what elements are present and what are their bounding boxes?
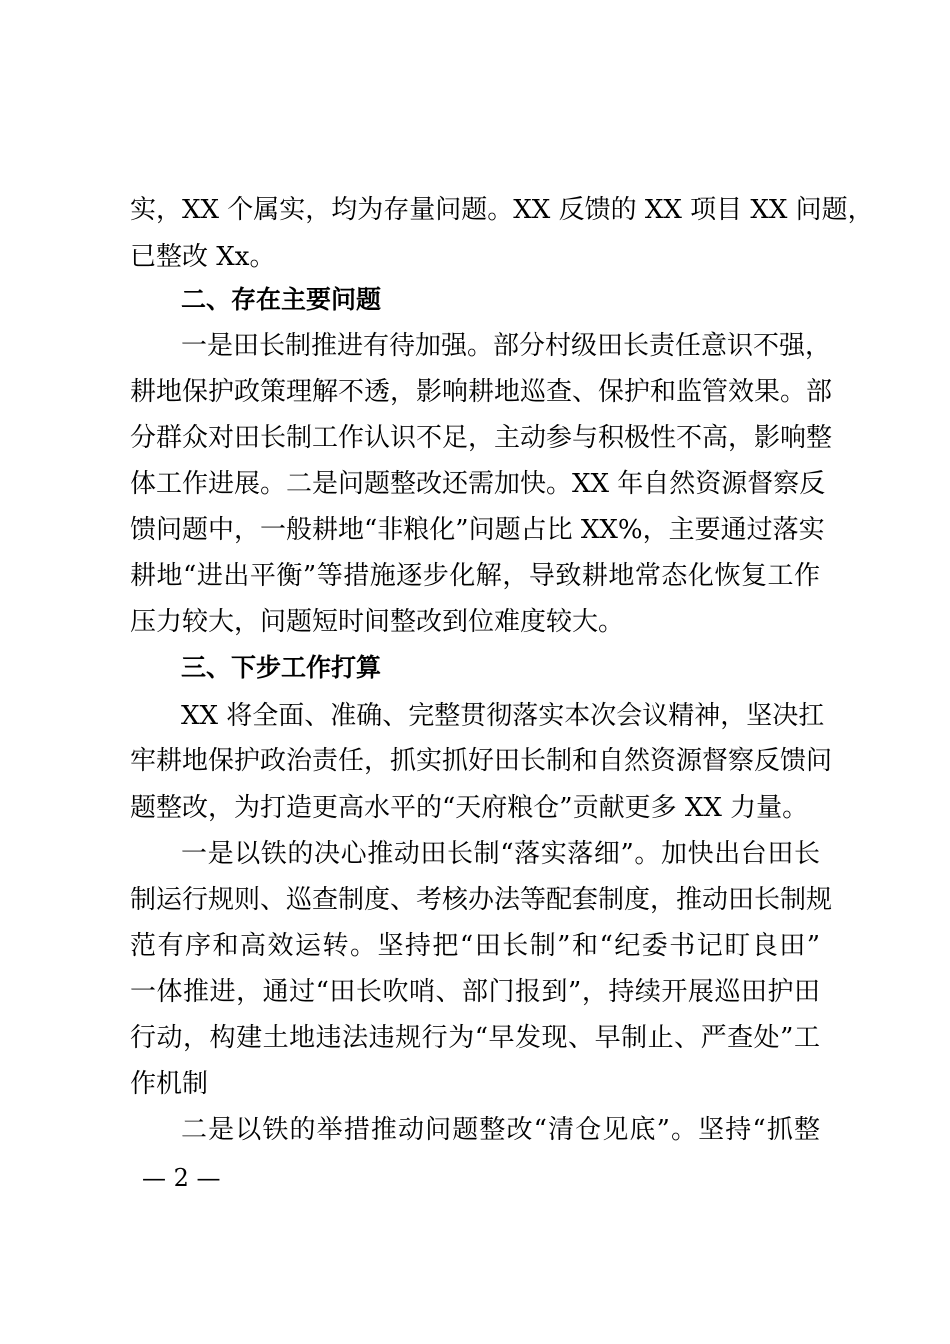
body-text-line: 制运行规则、巡查制度、考核办法等配套制度，推动田长制规: [130, 885, 833, 915]
body-text-line: 作机制: [130, 1069, 209, 1099]
body-text-line: 一是以铁的决心推动田长制“落实落细”。加快出台田长: [181, 839, 820, 869]
section-heading-next-steps: 三、下步工作打算: [181, 653, 382, 682]
body-text-line: 耕地保护政策理解不透，影响耕地巡查、保护和监管效果。部: [130, 377, 833, 407]
body-text-line: 压力较大，问题短时间整改到位难度较大。: [130, 607, 625, 637]
section-heading-problems: 二、存在主要问题: [181, 285, 382, 314]
page-number: — 2 —: [142, 1164, 221, 1192]
body-text-line: XX 将全面、准确、完整贯彻落实本次会议精神，坚决扛: [181, 701, 825, 731]
body-text-line: 牢耕地保护政治责任，抓实抓好田长制和自然资源督察反馈问: [130, 746, 833, 776]
body-text-line: 分群众对田长制工作认识不足，主动参与积极性不高，影响整: [130, 423, 833, 453]
body-text-line: 体工作进展。二是问题整改还需加快。XX 年自然资源督察反: [130, 469, 826, 499]
body-text-line: 耕地“进出平衡”等措施逐步化解，导致耕地常态化恢复工作: [130, 561, 820, 591]
body-text-line: 一体推进，通过“田长吹哨、部门报到”，持续开展巡田护田: [130, 977, 820, 1007]
body-text-line: 一是田长制推进有待加强。部分村级田长责任意识不强，: [181, 331, 832, 361]
body-text-line: 已整改 Xx。: [130, 242, 276, 272]
body-text-line: 题整改，为打造更高水平的“天府粮仓”贡献更多 XX 力量。: [130, 793, 809, 823]
body-text-line: 行动，构建土地违法违规行为“早发现、早制止、严查处”工: [130, 1023, 820, 1053]
body-text-line: 范有序和高效运转。坚持把“田长制”和“纪委书记盯良田”: [130, 931, 820, 961]
body-text-line: 二是以铁的举措推动问题整改“清仓见底”。坚持“抓整: [181, 1115, 820, 1145]
body-text-line: 实，XX 个属实，均为存量问题。XX 反馈的 XX 项目 XX 问题，: [130, 195, 874, 225]
body-text-line: 馈问题中，一般耕地“非粮化”问题占比 XX%，主要通过落实: [130, 515, 825, 545]
